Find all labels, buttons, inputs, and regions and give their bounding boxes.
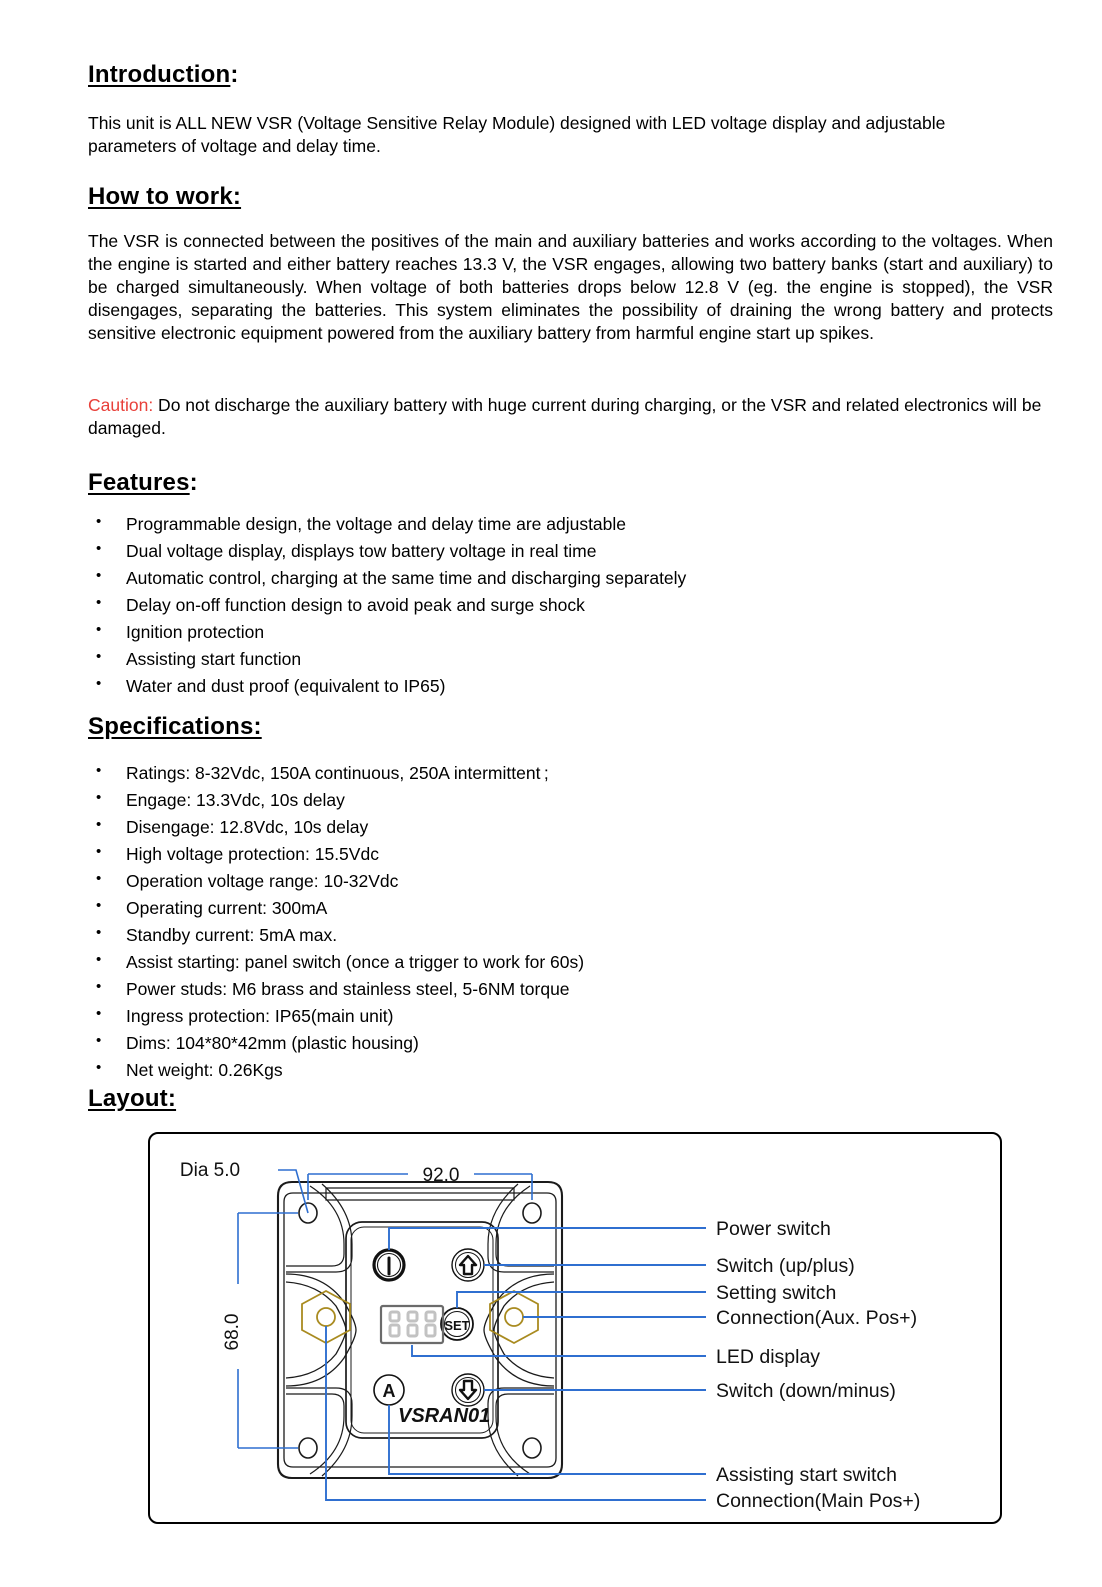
callout-power-switch: Power switch bbox=[716, 1218, 831, 1240]
callout-labels bbox=[716, 1218, 920, 1512]
down-arrow-switch-icon[interactable] bbox=[452, 1374, 484, 1406]
heading-features-text: Features bbox=[88, 469, 190, 496]
heading-introduction bbox=[88, 62, 239, 88]
introduction-body: This unit is ALL NEW VSR (Voltage Sensitive Relay Module) designed with LED voltage display and adjustable parameters of voltage and delay time. bbox=[88, 113, 946, 157]
list-item: • Ratings: 8-32Vdc, 150A continuous, 250A intermittent ; bbox=[88, 760, 988, 787]
list-item: • Water and dust proof (equivalent to IP65) bbox=[88, 673, 988, 700]
set-switch-label: SET bbox=[444, 1318, 470, 1333]
heading-layout bbox=[88, 1086, 176, 1112]
list-item: • Dims: 104*80*42mm (plastic housing) bbox=[88, 1030, 988, 1057]
list-item: • Disengage: 12.8Vdc, 10s delay bbox=[88, 814, 988, 841]
led-display-icon bbox=[381, 1306, 443, 1343]
callout-setting-switch: Setting switch bbox=[716, 1282, 837, 1304]
layout-diagram bbox=[150, 1134, 1000, 1522]
how-to-work-body: The VSR is connected between the positives of the main and auxiliary batteries and works according to the voltages. When the engine is started and either battery reaches 13.3 V, the VSR engages, allowing two battery banks (start and auxiliary) to be charged simultaneously. When voltage of both batteries drops below 12.8 V (eg. the engine is stopped), the VSR disengages, separating the batteries. This system eliminates the possibility of draining the wrong battery and protects sensitive electronic equipment powered from the auxiliary battery from harmful engine start up spikes. bbox=[88, 231, 1053, 344]
callout-main-connection: Connection(Main Pos+) bbox=[716, 1490, 921, 1512]
heading-specifications bbox=[88, 714, 262, 740]
list-item: • Assist starting: panel switch (once a trigger to work for 60s) bbox=[88, 949, 988, 976]
device-model-label: VSRAN01 bbox=[398, 1405, 491, 1427]
caution-label: Caution: bbox=[88, 395, 154, 415]
heading-introduction-text: Introduction bbox=[88, 61, 231, 88]
list-item: • Operation voltage range: 10-32Vdc bbox=[88, 868, 988, 895]
heading-layout-text: Layout: bbox=[88, 1085, 177, 1112]
features-list bbox=[88, 511, 988, 700]
mounting-hole-br bbox=[523, 1438, 541, 1458]
heading-features-colon: : bbox=[189, 469, 198, 496]
callout-assist-switch: Assisting start switch bbox=[716, 1464, 897, 1486]
dim-hole-label: Dia 5.0 bbox=[179, 1160, 241, 1181]
assist-start-switch-icon[interactable] bbox=[374, 1375, 404, 1405]
layout-diagram-frame bbox=[148, 1132, 1002, 1524]
list-item: • Ignition protection bbox=[88, 619, 988, 646]
assist-switch-label: A bbox=[382, 1381, 396, 1401]
mounting-hole-bl bbox=[299, 1438, 317, 1458]
list-item: • Programmable design, the voltage and delay time are adjustable bbox=[88, 511, 988, 538]
list-item: • Delay on-off function design to avoid peak and surge shock bbox=[88, 592, 988, 619]
heading-how-to-work bbox=[88, 184, 241, 210]
list-item: • Dual voltage display, displays tow battery voltage in real time bbox=[88, 538, 988, 565]
list-item: • Operating current: 300mA bbox=[88, 895, 988, 922]
heading-features bbox=[88, 470, 198, 496]
caution-body: Do not discharge the auxiliary battery with huge current during charging, or the VSR and related electronics will be damaged. bbox=[88, 395, 1042, 439]
specifications-list bbox=[88, 760, 988, 1084]
list-item: • Assisting start function bbox=[88, 646, 988, 673]
heading-specifications-text: Specifications: bbox=[88, 713, 262, 740]
heading-how-to-work-text: How to work: bbox=[88, 183, 242, 210]
list-item: • High voltage protection: 15.5Vdc bbox=[88, 841, 988, 868]
callout-aux-connection: Connection(Aux. Pos+) bbox=[716, 1307, 918, 1329]
caution-paragraph bbox=[88, 394, 1053, 440]
dim-height-label: 68.0 bbox=[222, 1313, 243, 1351]
list-item: • Power studs: M6 brass and stainless steel, 5-6NM torque bbox=[88, 976, 988, 1003]
list-item: • Standby current: 5mA max. bbox=[88, 922, 988, 949]
callout-up-switch: Switch (up/plus) bbox=[716, 1255, 855, 1277]
power-switch-icon[interactable] bbox=[374, 1250, 404, 1280]
set-switch-icon[interactable] bbox=[441, 1308, 473, 1340]
list-item: • Automatic control, charging at the same time and discharging separately bbox=[88, 565, 988, 592]
list-item: • Ingress protection: IP65(main unit) bbox=[88, 1003, 988, 1030]
callout-leaders bbox=[326, 1228, 706, 1500]
list-item: • Engage: 13.3Vdc, 10s delay bbox=[88, 787, 988, 814]
list-item: • Net weight: 0.26Kgs bbox=[88, 1057, 988, 1084]
heading-introduction-colon: : bbox=[230, 61, 239, 88]
callout-down-switch: Switch (down/minus) bbox=[716, 1380, 896, 1402]
device-housing bbox=[278, 1182, 562, 1478]
dim-width-label: 92.0 bbox=[422, 1165, 460, 1186]
callout-led-display: LED display bbox=[716, 1346, 821, 1368]
mounting-hole-tr bbox=[523, 1203, 541, 1223]
up-arrow-switch-icon[interactable] bbox=[452, 1249, 484, 1281]
